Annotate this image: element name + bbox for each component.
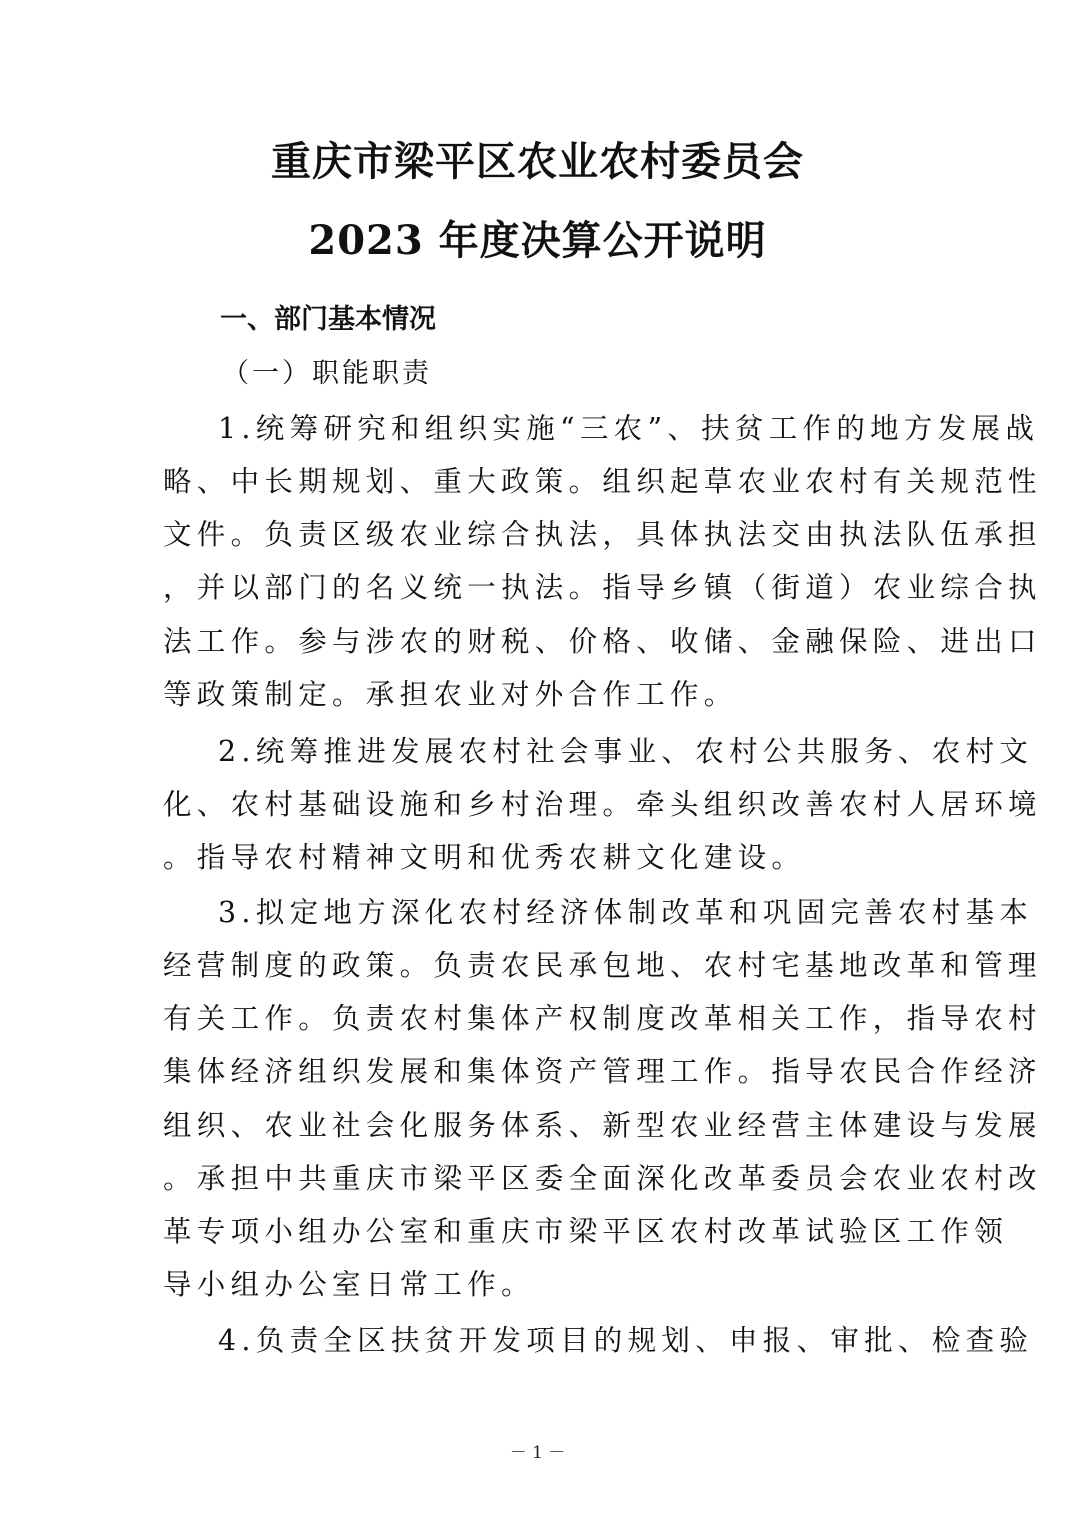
body-line: 化、农村基础设施和乡村治理。牵头组织改善农村人居环境 — [163, 788, 1042, 821]
body-line: 4.负责全区扶贫开发项目的规划、申报、审批、检查验 — [218, 1324, 1034, 1357]
body-line: 略、中长期规划、重大政策。组织起草农业农村有关规范性 — [163, 465, 1042, 498]
body-line: ，并以部门的名义统一执法。指导乡镇（街道）农业综合执 — [163, 571, 1042, 604]
body-line: 。承担中共重庆市梁平区委全面深化改革委员会农业农村改 — [163, 1162, 1042, 1195]
document-title-line-1: 重庆市梁平区农业农村委员会 — [271, 138, 804, 185]
page-number: － 1 － — [509, 1443, 566, 1463]
body-line: 法工作。参与涉农的财税、价格、收储、金融保险、进出口 — [163, 625, 1042, 658]
document-title-line-2: 2023 年度决算公开说明 — [308, 217, 767, 264]
body-line: 导小组办公室日常工作。 — [163, 1268, 535, 1301]
body-line: 等政策制定。承担农业对外合作工作。 — [163, 678, 738, 711]
body-line: 经营制度的政策。负责农民承包地、农村宅基地改革和管理 — [163, 949, 1042, 982]
body-line: 集体经济组织发展和集体资产管理工作。指导农民合作经济 — [163, 1055, 1042, 1088]
body-line: 2.统筹推进发展农村社会事业、农村公共服务、农村文 — [218, 735, 1034, 768]
body-line: 1.统筹研究和组织实施“三农”、扶贫工作的地方发展战 — [218, 412, 1040, 445]
section-heading: 一、部门基本情况 — [220, 304, 436, 335]
body-line: 组织、农业社会化服务体系、新型农业经营主体建设与发展 — [163, 1109, 1042, 1142]
body-line: 革专项小组办公室和重庆市梁平区农村改革试验区工作领 — [163, 1215, 1009, 1248]
body-line: 。指导农村精神文明和优秀农耕文化建设。 — [163, 841, 806, 874]
body-line: 文件。负责区级农业综合执法，具体执法交由执法队伍承担 — [163, 518, 1042, 551]
body-line: 3.拟定地方深化农村经济体制改革和巩固完善农村基本 — [218, 896, 1034, 929]
body-line: 有关工作。负责农村集体产权制度改革相关工作，指导农村 — [163, 1002, 1042, 1035]
subsection-heading: （一）职能职责 — [222, 358, 432, 389]
